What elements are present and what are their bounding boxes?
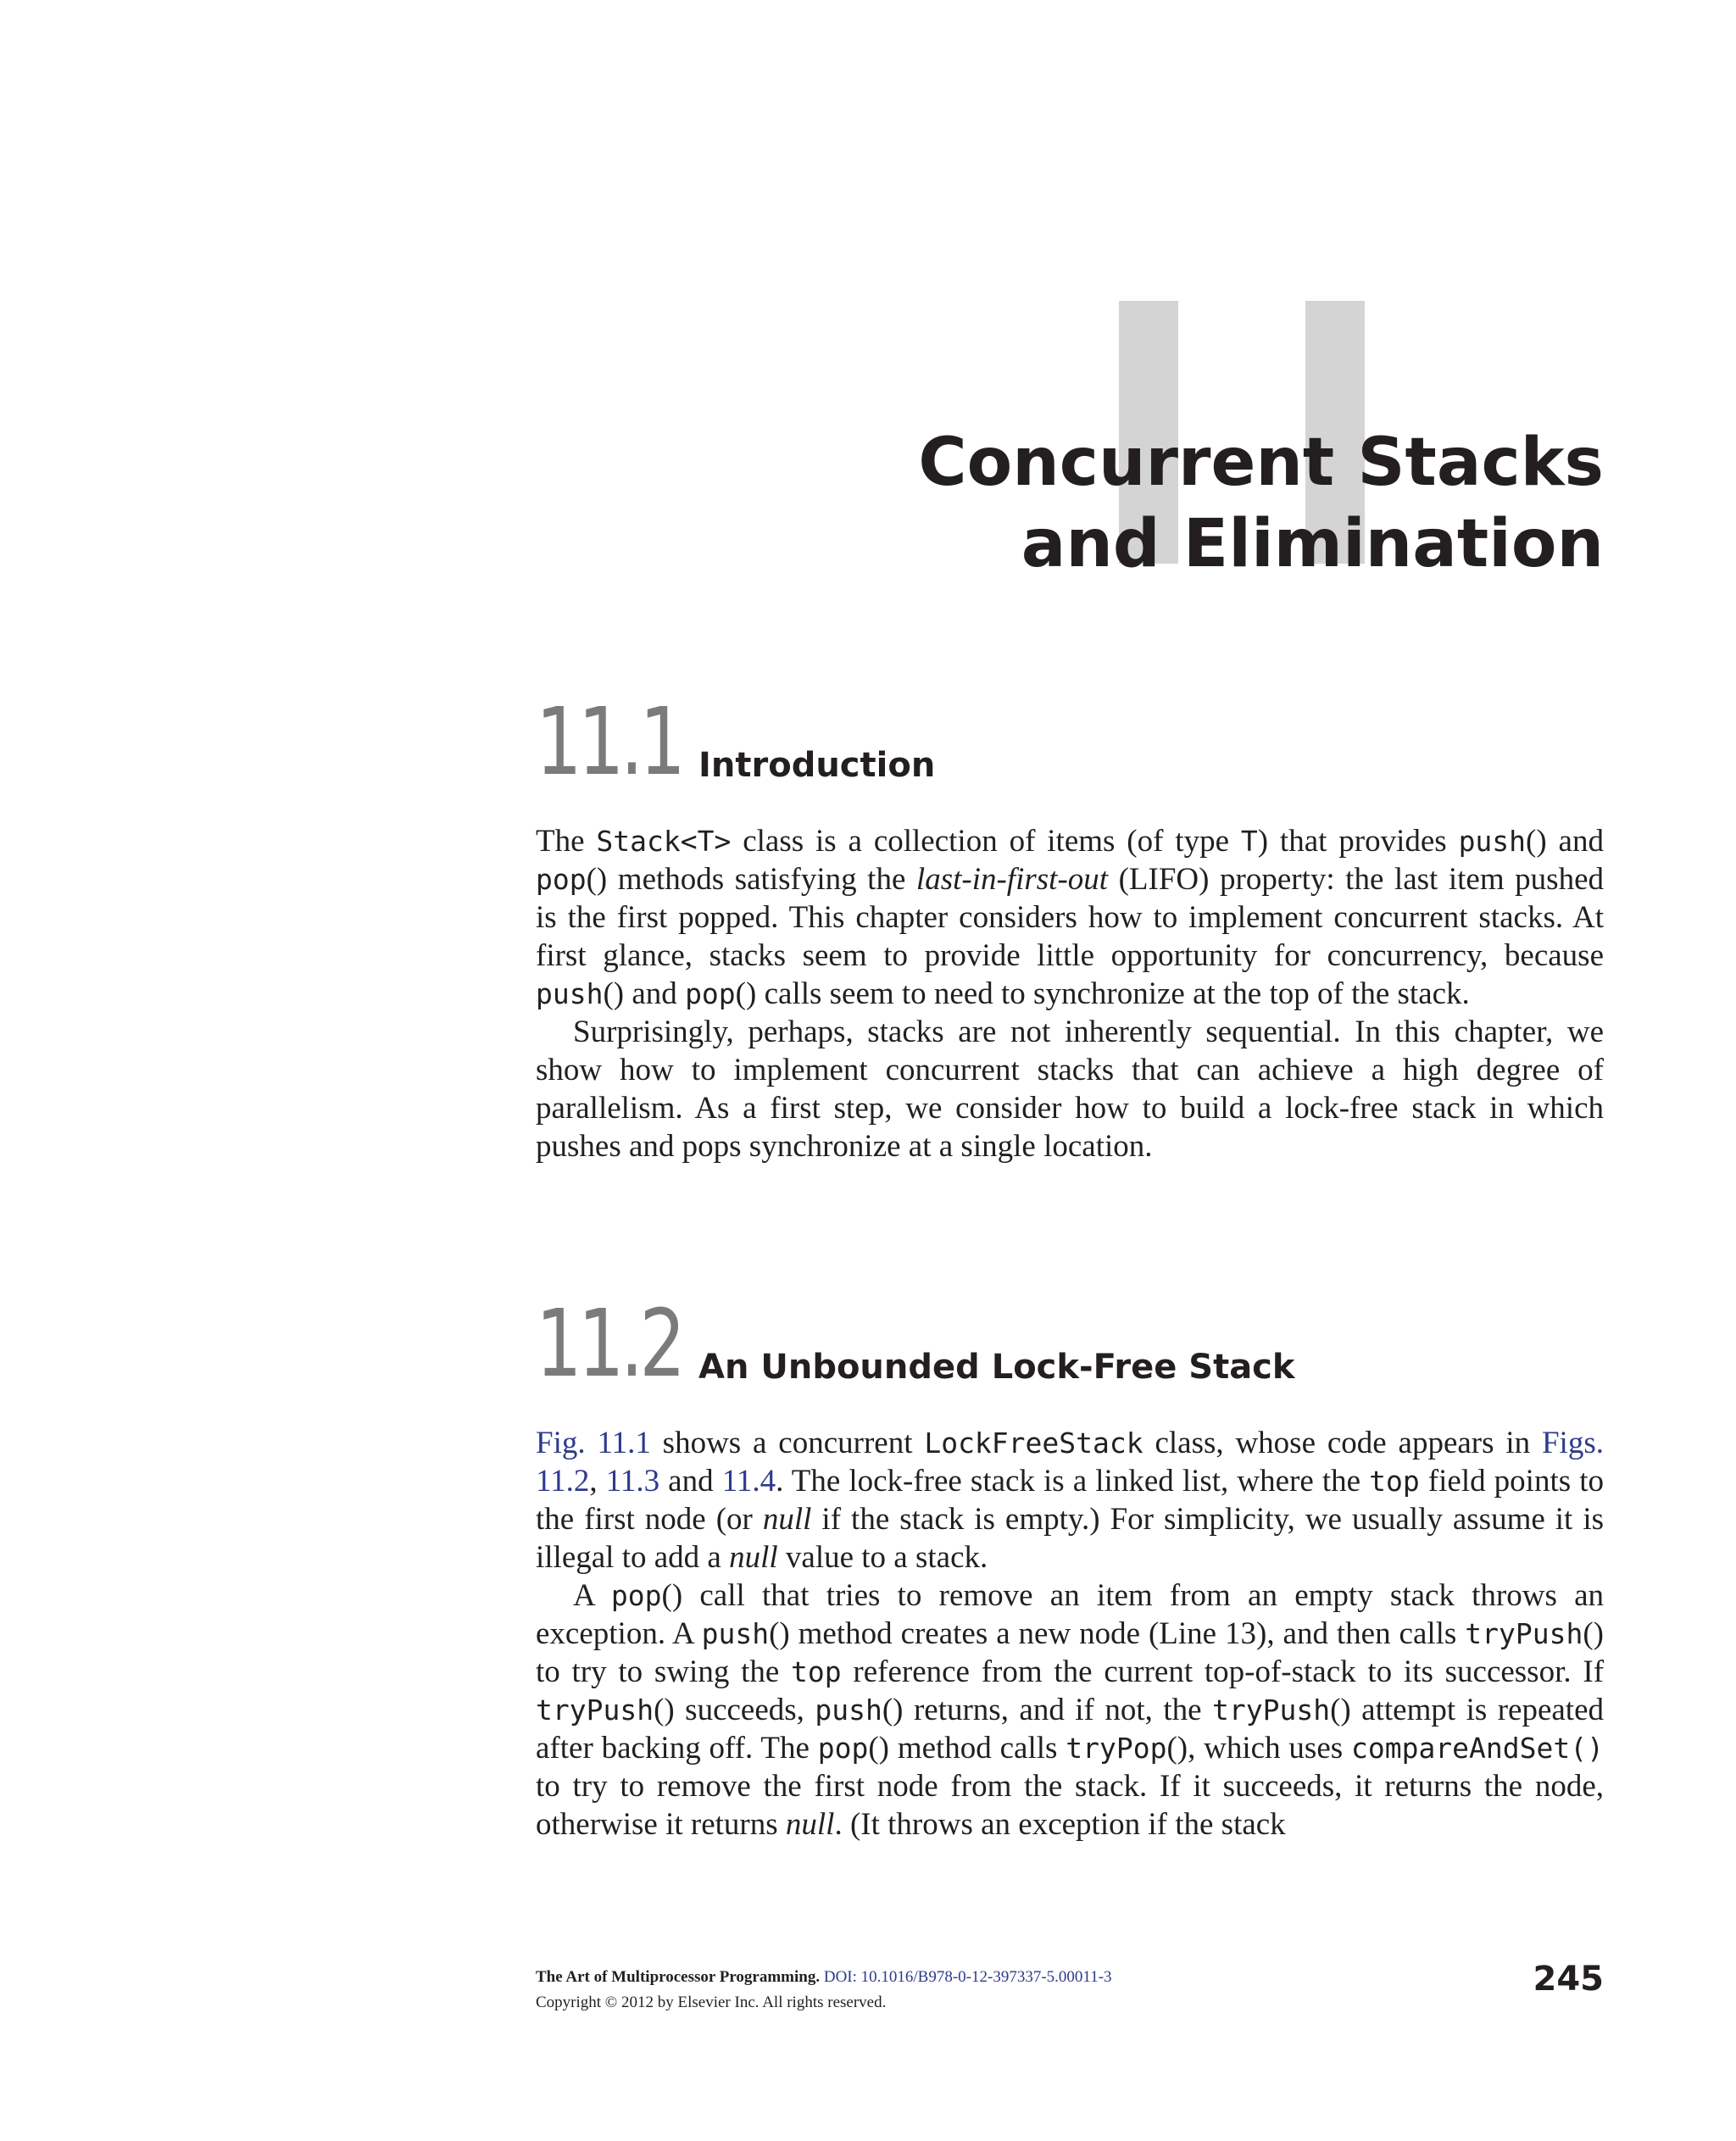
paragraph: The Stack<T> class is a collection of items (of type T) that provides push() and pop() methods satisfying the last-in-first-out (LIFO) property: the last item pushed is the first popped. This chapter considers how to implement concurrent stacks. At first glance, stacks seem to provide little opportunity for concurrency, because push() and pop() calls seem to need to synchronize at the top of the stack. bbox=[536, 824, 1605, 1011]
chapter-title-line-1: Concurrent Stacks bbox=[918, 425, 1604, 501]
chapter-title-line-2: and Elimination bbox=[1021, 506, 1604, 582]
code-span: push bbox=[701, 1617, 770, 1650]
code-span: tryPush bbox=[1211, 1693, 1331, 1727]
section-title: An Unbounded Lock-Free Stack bbox=[698, 1348, 1295, 1387]
figure-link[interactable]: Figs. 11.2 bbox=[536, 1426, 1604, 1499]
code-span: pop bbox=[536, 863, 587, 896]
figure-link[interactable]: Fig. 11.1 bbox=[536, 1426, 651, 1460]
page-number: 245 bbox=[1533, 1960, 1604, 1999]
section-number: 11.1 bbox=[536, 687, 682, 796]
paragraph: Surprisingly, perhaps, stacks are not inherently sequential. In this chapter, we show how to implement concurrent stacks that can achieve a high degree of parallelism. As a first step, we consider how to build a lock-free stack in which pushes and pops synchronize at a single location. bbox=[536, 1015, 1604, 1164]
code-span: tryPush bbox=[536, 1693, 654, 1727]
code-span: top bbox=[1369, 1465, 1420, 1498]
footer-citation bbox=[536, 1965, 1112, 2016]
code-span: compareAndSet() bbox=[1350, 1732, 1604, 1765]
code-span: push bbox=[815, 1693, 882, 1727]
section-title: Introduction bbox=[698, 746, 936, 785]
doi-link[interactable]: DOI: 10.1016/B978-0-12-397337-5.00011-3 bbox=[823, 1968, 1112, 1986]
code-span: T bbox=[1240, 825, 1258, 858]
code-span: pop bbox=[610, 1579, 662, 1612]
section-number: 11.2 bbox=[536, 1289, 682, 1398]
code-span: pop bbox=[817, 1732, 869, 1765]
code-span: Stack<T> bbox=[596, 825, 732, 858]
figure-link[interactable]: 11.4 bbox=[721, 1464, 776, 1499]
emphasis: null bbox=[729, 1540, 778, 1575]
book-title: The Art of Multiprocessor Programming. bbox=[536, 1968, 821, 1986]
section-1-body bbox=[536, 822, 1604, 1165]
code-span: push bbox=[536, 977, 604, 1010]
paragraph: Fig. 11.1 shows a concurrent LockFreeStack class, whose code appears in Figs. 11.2, 11.3 and 11.4. The lock-free stack is a linked list, where the top field points to the first node (or null if the stack is empty.) For simplicity, we usually assume it is illegal to add a null value to a stack. bbox=[536, 1426, 1604, 1575]
section-2-body bbox=[536, 1424, 1604, 1843]
code-span: top bbox=[791, 1655, 842, 1688]
copyright: Copyright © 2012 by Elsevier Inc. All rights reserved. bbox=[536, 1994, 887, 2011]
code-span: tryPop bbox=[1066, 1732, 1167, 1765]
code-span: push bbox=[1458, 825, 1527, 858]
emphasis: last-in-first-out bbox=[915, 862, 1109, 897]
paragraph: A pop() call that tries to remove an item from an empty stack throws an exception. A push() method creates a new node (Line 13), and then calls tryPush() to try to swing the top reference from the current top-of-stack to its successor. If tryPush() succeeds, push() returns, and if not, the tryPush() attempt is repeated after backing off. The pop() method calls tryPop(), which uses compareAndSet() to try to remove the first node from the stack. If it succeeds, it returns the node, otherwise it returns null. (It throws an exception if the stack bbox=[536, 1578, 1605, 1842]
chapter-title bbox=[587, 422, 1604, 585]
emphasis: null bbox=[762, 1502, 812, 1537]
section-heading-1 bbox=[536, 687, 936, 796]
code-span: pop bbox=[685, 977, 736, 1010]
emphasis: null bbox=[785, 1807, 835, 1842]
section-heading-2 bbox=[536, 1289, 1295, 1398]
code-span: tryPush bbox=[1465, 1617, 1583, 1650]
figure-link[interactable]: 11.3 bbox=[605, 1464, 660, 1499]
code-span: LockFreeStack bbox=[924, 1426, 1143, 1460]
footer-book-line bbox=[536, 1965, 1112, 1990]
